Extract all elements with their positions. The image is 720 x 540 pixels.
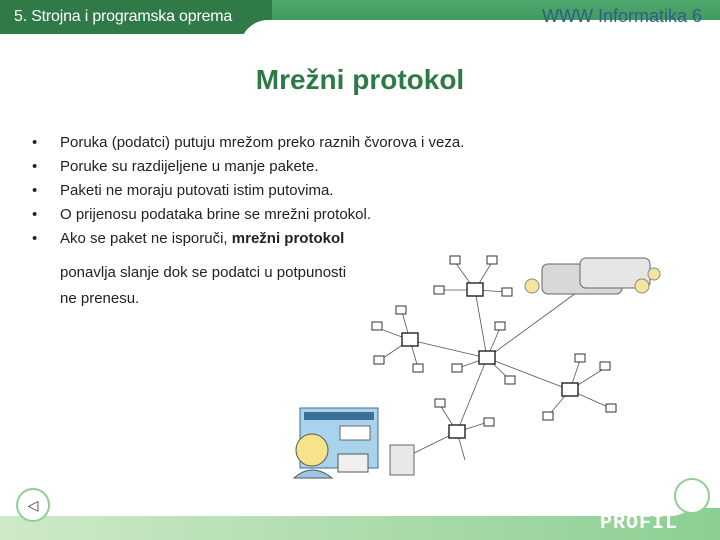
footer-right-circle [674, 478, 710, 514]
server-cluster [525, 258, 660, 294]
bullet-continuation: ponavlja slanje dok se podatci u potpunosti [60, 264, 347, 281]
bullet-item: • O prijenosu podataka brine se mrežni protokol. [32, 206, 372, 223]
network-illustration [280, 250, 680, 490]
bullet-item: • Ako se paket ne isporuči, mrežni protokol [32, 230, 345, 247]
bullet-text: Ako se paket ne isporuči, [60, 230, 232, 247]
section-title: 5. Strojna i programska oprema [14, 8, 233, 25]
footer-curve [0, 486, 700, 516]
bullet-continuation: ne prenesu. [60, 290, 140, 307]
bullet-text: Poruka (podatci) putuju mrežom preko raznih čvorova i veza. [60, 134, 465, 151]
bullet-text: O prijenosu podataka brine se mrežni protokol. [60, 206, 372, 223]
slide-title: Mrežni protokol [255, 64, 465, 95]
book-title: WWW Informatika 6 [541, 6, 702, 26]
bullet-item: • Poruka (podatci) putuju mrežom preko raznih čvorova i veza. [32, 134, 465, 151]
bullet-item: • Paketi ne moraju putovati istim putovima. [32, 182, 334, 199]
bullet-bold-text: mrežni protokol [231, 230, 345, 247]
bullet-list [26, 134, 464, 254]
bullet-text: Paketi ne moraju putovati istim putovima. [60, 182, 334, 199]
triangle-left-icon: ◁ [27, 496, 39, 513]
user-illustration [294, 408, 414, 478]
bullet-text: Poruke su razdijeljene u manje pakete. [60, 158, 319, 175]
bullet-item: • Poruke su razdijeljene u manje pakete. [32, 158, 319, 175]
back-button[interactable] [16, 488, 50, 522]
publisher-logo: PROFIL [599, 512, 678, 535]
